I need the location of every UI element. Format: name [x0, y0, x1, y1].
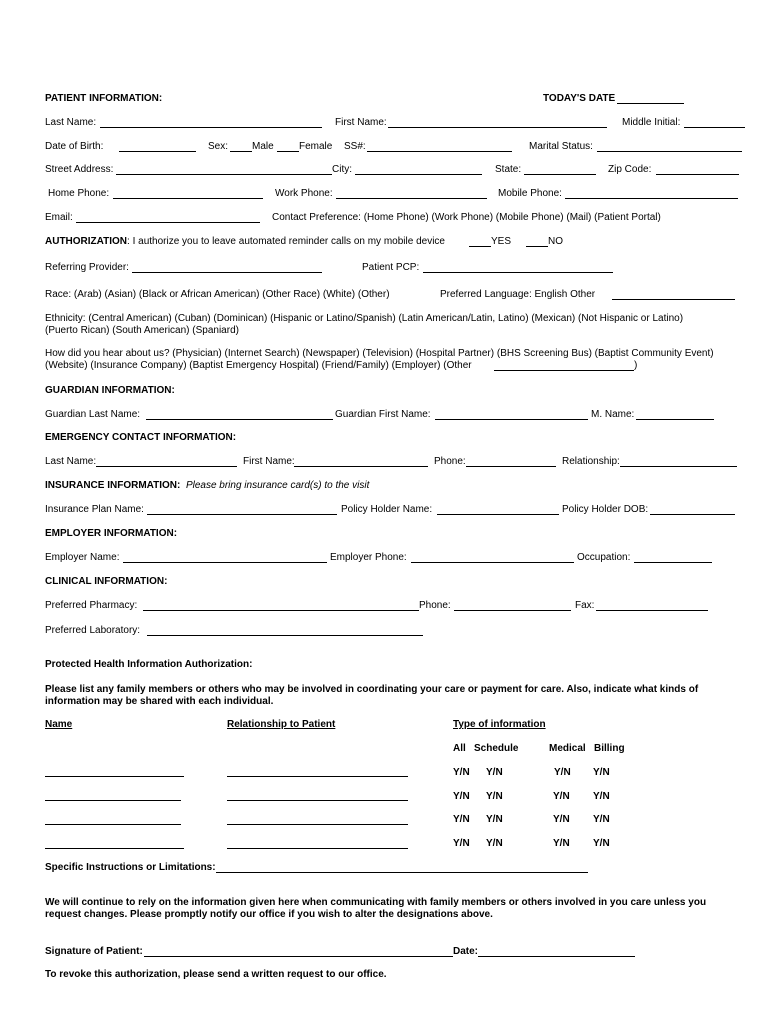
- row-name-field[interactable]: [45, 824, 181, 825]
- specific-instructions-field[interactable]: [216, 872, 588, 873]
- signature-field[interactable]: [144, 956, 453, 957]
- authorization-yes-label: YES: [491, 236, 512, 247]
- yn-medical[interactable]: Y/N: [554, 767, 571, 778]
- yn-all[interactable]: Y/N: [453, 838, 470, 849]
- insurance-heading: INSURANCE INFORMATION:: [45, 480, 181, 491]
- pharmacy-phone-field[interactable]: [454, 610, 571, 611]
- employer-heading: EMPLOYER INFORMATION:: [45, 528, 178, 539]
- ethnicity-options-line1[interactable]: Ethnicity: (Central American) (Cuban) (Dominican) (Hispanic or Latino/Spanish) (Latin American/Latin, Latino) (Mexican) (Not Hispanic or Latino): [45, 313, 684, 324]
- emergency-contact-heading: EMERGENCY CONTACT INFORMATION:: [45, 432, 237, 443]
- zip-code-field[interactable]: [656, 174, 739, 175]
- sex-label: Sex:: [208, 141, 229, 152]
- insurance-plan-field[interactable]: [147, 514, 337, 515]
- guardian-m-name-field[interactable]: [636, 419, 714, 420]
- emergency-relationship-label: Relationship:: [562, 456, 620, 467]
- preferred-language-label: Preferred Language: English Other: [440, 289, 596, 300]
- race-options[interactable]: Race: (Arab) (Asian) (Black or African American) (Other Race) (White) (Other): [45, 289, 390, 300]
- guardian-m-name-label: M. Name:: [591, 409, 635, 420]
- yn-medical[interactable]: Y/N: [553, 791, 570, 802]
- yn-all[interactable]: Y/N: [453, 814, 470, 825]
- policy-holder-dob-label: Policy Holder DOB:: [562, 504, 649, 515]
- sub-all-header: All: [453, 743, 466, 754]
- dob-label: Date of Birth:: [45, 141, 104, 152]
- hear-about-options-line2[interactable]: (Website) (Insurance Company) (Baptist Emergency Hospital) (Friend/Family) (Employer) (Other: [45, 360, 472, 371]
- yn-billing[interactable]: Y/N: [593, 814, 610, 825]
- first-name-field[interactable]: [388, 127, 607, 128]
- middle-initial-label: Middle Initial:: [622, 117, 681, 128]
- zip-code-label: Zip Code:: [608, 164, 652, 175]
- state-field[interactable]: [524, 174, 596, 175]
- patient-pcp-label: Patient PCP:: [362, 262, 420, 273]
- yn-schedule[interactable]: Y/N: [486, 767, 503, 778]
- yn-billing[interactable]: Y/N: [593, 838, 610, 849]
- yn-schedule[interactable]: Y/N: [486, 838, 503, 849]
- hear-about-other-field[interactable]: [494, 370, 634, 371]
- pharmacy-fax-field[interactable]: [596, 610, 708, 611]
- marital-status-label: Marital Status:: [529, 141, 593, 152]
- email-field[interactable]: [76, 222, 260, 223]
- guardian-heading: GUARDIAN INFORMATION:: [45, 385, 175, 396]
- yn-billing[interactable]: Y/N: [593, 767, 610, 778]
- authorization-no-label: NO: [548, 236, 563, 247]
- patient-pcp-field[interactable]: [423, 272, 613, 273]
- revoke-notice: To revoke this authorization, please send a written request to our office.: [45, 969, 387, 980]
- signature-date-label: Date:: [453, 946, 479, 957]
- street-address-label: Street Address:: [45, 164, 114, 175]
- guardian-last-name-label: Guardian Last Name:: [45, 409, 141, 420]
- reliance-notice: We will continue to rely on the information given here when communicating with family members or others involved in you care unless you request changes. Please promptly notify our office if you wish to alter the designations above.: [45, 897, 707, 920]
- ss-field[interactable]: [367, 151, 512, 152]
- first-name-label: First Name:: [335, 117, 387, 128]
- mobile-phone-label: Mobile Phone:: [498, 188, 562, 199]
- preferred-laboratory-label: Preferred Laboratory:: [45, 625, 141, 636]
- middle-initial-field[interactable]: [684, 127, 745, 128]
- authorization-yes-field[interactable]: [469, 246, 491, 247]
- employer-phone-label: Employer Phone:: [330, 552, 407, 563]
- emergency-relationship-field[interactable]: [620, 466, 737, 467]
- preferred-laboratory-field[interactable]: [147, 635, 423, 636]
- yn-billing[interactable]: Y/N: [593, 791, 610, 802]
- specific-instructions-label: Specific Instructions or Limitations:: [45, 862, 216, 873]
- occupation-label: Occupation:: [577, 552, 631, 563]
- yn-all[interactable]: Y/N: [453, 791, 470, 802]
- sub-schedule-header: Schedule: [474, 743, 519, 754]
- marital-status-field[interactable]: [597, 151, 742, 152]
- authorization-label: AUTHORIZATION: [45, 236, 128, 247]
- referring-provider-label: Referring Provider:: [45, 262, 129, 273]
- home-phone-field[interactable]: [113, 198, 263, 199]
- last-name-field[interactable]: [100, 127, 322, 128]
- insurance-note: Please bring insurance card(s) to the visit: [185, 480, 370, 491]
- todays-date-field[interactable]: [617, 103, 684, 104]
- sub-medical-header: Medical: [549, 743, 586, 754]
- city-field[interactable]: [355, 174, 482, 175]
- referring-provider-field[interactable]: [132, 272, 322, 273]
- col-name-header: Name: [45, 719, 73, 730]
- ethnicity-options-line2[interactable]: (Puerto Rican) (South American) (Spaniard): [45, 325, 239, 336]
- contact-preference-options[interactable]: Contact Preference: (Home Phone) (Work Phone) (Mobile Phone) (Mail) (Patient Portal): [272, 212, 661, 223]
- phi-heading: Protected Health Information Authorization:: [45, 659, 253, 670]
- work-phone-field[interactable]: [336, 198, 487, 199]
- row-name-field[interactable]: [45, 848, 184, 849]
- sub-billing-header: Billing: [594, 743, 625, 754]
- emergency-phone-field[interactable]: [466, 466, 556, 467]
- patient-information-heading: PATIENT INFORMATION:: [45, 93, 163, 104]
- phi-instructions: Please list any family members or others who may be involved in coordinating your care or payment for care. Also, indicate what kinds of information may be shared with each individual.: [45, 684, 699, 707]
- state-label: State:: [495, 164, 522, 175]
- dob-field[interactable]: [119, 151, 196, 152]
- emergency-first-name-field[interactable]: [294, 466, 428, 467]
- yn-medical[interactable]: Y/N: [553, 814, 570, 825]
- insurance-heading-line: [45, 480, 369, 492]
- emergency-last-name-label: Last Name:: [45, 456, 97, 467]
- emergency-phone-label: Phone:: [434, 456, 466, 467]
- guardian-first-name-label: Guardian First Name:: [335, 409, 431, 420]
- mobile-phone-field[interactable]: [565, 198, 738, 199]
- guardian-last-name-field[interactable]: [146, 419, 333, 420]
- employer-name-field[interactable]: [123, 562, 327, 563]
- preferred-pharmacy-label: Preferred Pharmacy:: [45, 600, 138, 611]
- row-name-field[interactable]: [45, 800, 181, 801]
- row-relationship-field[interactable]: [227, 824, 408, 825]
- col-type-header: Type of information: [453, 719, 546, 730]
- authorization-text: : I authorize you to leave automated reminder calls on my mobile device: [127, 236, 445, 247]
- work-phone-label: Work Phone:: [275, 188, 333, 199]
- todays-date-label: TODAY'S DATE: [543, 93, 616, 104]
- policy-holder-name-field[interactable]: [437, 514, 559, 515]
- row-relationship-field[interactable]: [227, 800, 408, 801]
- col-relationship-header: Relationship to Patient: [227, 719, 336, 730]
- guardian-first-name-field[interactable]: [435, 419, 588, 420]
- employer-name-label: Employer Name:: [45, 552, 120, 563]
- occupation-field[interactable]: [634, 562, 712, 563]
- yn-medical[interactable]: Y/N: [553, 838, 570, 849]
- email-label: Email:: [45, 212, 73, 223]
- preferred-pharmacy-field[interactable]: [143, 610, 419, 611]
- insurance-plan-label: Insurance Plan Name:: [45, 504, 144, 515]
- city-label: City:: [332, 164, 352, 175]
- male-label: Male: [252, 141, 274, 152]
- female-label: Female: [299, 141, 333, 152]
- hear-about-close-paren: ): [634, 360, 638, 371]
- signature-date-field[interactable]: [478, 956, 635, 957]
- yn-schedule[interactable]: Y/N: [486, 814, 503, 825]
- ss-label: SS#:: [344, 141, 366, 152]
- employer-phone-field[interactable]: [411, 562, 574, 563]
- yn-schedule[interactable]: Y/N: [486, 791, 503, 802]
- male-checkbox[interactable]: [230, 151, 252, 152]
- authorization-line: [45, 236, 445, 248]
- female-checkbox[interactable]: [277, 151, 299, 152]
- emergency-first-name-label: First Name:: [243, 456, 295, 467]
- row-relationship-field[interactable]: [227, 776, 408, 777]
- authorization-no-field[interactable]: [526, 246, 548, 247]
- row-relationship-field[interactable]: [227, 848, 408, 849]
- signature-label: Signature of Patient:: [45, 946, 143, 957]
- home-phone-label: Home Phone:: [48, 188, 110, 199]
- pharmacy-phone-label: Phone:: [419, 600, 451, 611]
- policy-holder-dob-field[interactable]: [650, 514, 735, 515]
- row-name-field[interactable]: [45, 776, 184, 777]
- pharmacy-fax-label: Fax:: [575, 600, 595, 611]
- policy-holder-name-label: Policy Holder Name:: [341, 504, 433, 515]
- clinical-heading: CLINICAL INFORMATION:: [45, 576, 168, 587]
- emergency-last-name-field[interactable]: [96, 466, 237, 467]
- last-name-label: Last Name:: [45, 117, 97, 128]
- hear-about-options-line1[interactable]: How did you hear about us? (Physician) (Internet Search) (Newspaper) (Television) (Hospital Partner) (BHS Screening Bus) (Baptist Community Event): [45, 348, 714, 359]
- yn-all[interactable]: Y/N: [453, 767, 470, 778]
- other-language-field[interactable]: [612, 299, 735, 300]
- street-address-field[interactable]: [116, 174, 332, 175]
